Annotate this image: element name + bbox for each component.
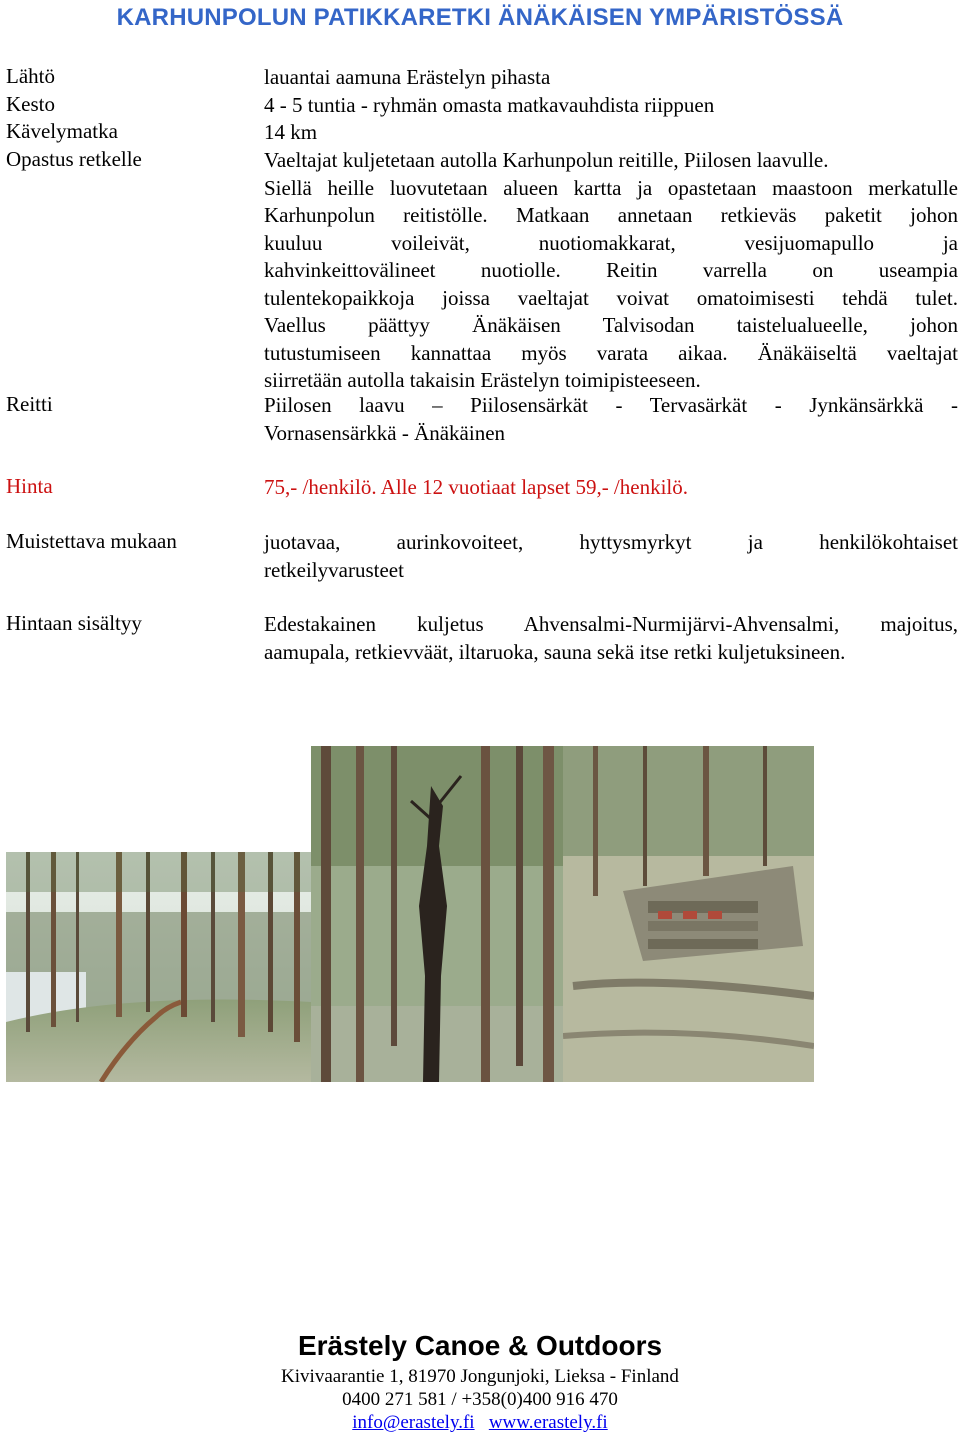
label-reitti: Reitti [6, 392, 53, 416]
row-opastus [6, 147, 958, 397]
value-reitti [264, 392, 958, 447]
label-opastus: Opastus retkelle [6, 147, 142, 171]
row-hinta [6, 474, 958, 502]
company-address: Kivivaarantie 1, 81970 Jongunjoki, Lieksa - Finland [281, 1366, 679, 1387]
row-hintaan-sisaltyy [6, 611, 958, 669]
value-lahto: lauantai aamuna Erästelyn pihasta [264, 65, 551, 89]
value-hinta: 75,- /henkilö. Alle 12 vuotiaat lapset 59,- /henkilö. [264, 475, 689, 499]
label-hintaan-sisaltyy: Hintaan sisältyy [6, 611, 142, 635]
row-kavelymatka [6, 119, 958, 147]
label-muistettava: Muistettava mukaan [6, 529, 177, 553]
opastus-line: siirretään autolla takaisin Erästelyn toimipisteeseen. [264, 368, 701, 392]
muistettava-line: retkeilyvarusteet [264, 557, 404, 582]
opastus-line: Siellä heille luovutetaan alueen kartta ja opastetaan maastoon merkatulle [264, 175, 958, 200]
reitti-line: Vornasensärkkä - Änäkäinen [264, 420, 506, 445]
opastus-line: kahvinkeittovälineet nuotiolle. Reitin varrella on useampia [264, 258, 958, 282]
website-link[interactable]: www.erastely.fi [488, 1412, 608, 1433]
opastus-line: Vaellus päättyy Änäkäisen Talvisodan taistelualueelle, johon [264, 313, 958, 337]
company-phone: 0400 271 581 / +358(0)400 916 470 [342, 1389, 618, 1410]
row-muistettava [6, 529, 958, 587]
label-hinta: Hinta [6, 474, 53, 498]
value-hintaan-sisaltyy [264, 611, 958, 666]
contact-links [0, 1412, 960, 1434]
hintaan-line: Edestakainen kuljetus Ahvensalmi-Nurmijärvi-Ahvensalmi, majoitus, [264, 612, 958, 636]
row-reitti [6, 392, 958, 452]
photo-strip [6, 746, 814, 1082]
muistettava-line: juotavaa, aurinkovoiteet, hyttysmyrkyt ja henkilökohtaiset [264, 530, 958, 554]
email-link[interactable]: info@erastely.fi [352, 1412, 475, 1433]
trench-ruins-photo [563, 746, 814, 1082]
label-kesto: Kesto [6, 92, 55, 116]
value-muistettava [264, 529, 958, 584]
forest-path-photo [6, 852, 311, 1082]
value-kavelymatka: 14 km [264, 120, 318, 144]
opastus-line: tulentekopaikkoja joissa vaeltajat voivat omatoimisesti tehdä tulet. [264, 285, 958, 310]
opastus-line: Vaeltajat kuljetetaan autolla Karhunpolun reitille, Piilosen laavulle. [264, 148, 829, 172]
row-kesto [6, 92, 958, 120]
reitti-line: Piilosen laavu – Piilosensärkät - Tervasärkät - Jynkänsärkkä - [264, 393, 958, 417]
opastus-line: kuuluu voileivät, nuotiomakkarat, vesijuomapullo ja [264, 230, 958, 255]
link-spacer [479, 1412, 484, 1433]
page-title: KARHUNPOLUN PATIKKARETKI ÄNÄKÄISEN YMPÄRISTÖSSÄ [116, 4, 844, 31]
company-name: Erästely Canoe & Outdoors [297, 1330, 663, 1361]
label-kavelymatka: Kävelymatka [6, 119, 118, 143]
row-lahto [6, 64, 958, 92]
hintaan-line: aamupala, retkievväät, iltaruoka, sauna sekä itse retki kuljetuksineen. [264, 639, 846, 664]
value-kesto: 4 - 5 tuntia - ryhmän omasta matkavauhdista riippuen [264, 93, 715, 117]
opastus-line: Karhunpolun reitistölle. Matkaan annetaan retkieväs paketit johon [264, 203, 958, 227]
opastus-line: tutustumiseen kannattaa myös varata aikaa. Änäkäiseltä vaeltajat [264, 340, 958, 365]
value-opastus [264, 147, 958, 395]
label-lahto: Lähtö [6, 64, 55, 88]
burnt-pine-photo [311, 746, 563, 1082]
